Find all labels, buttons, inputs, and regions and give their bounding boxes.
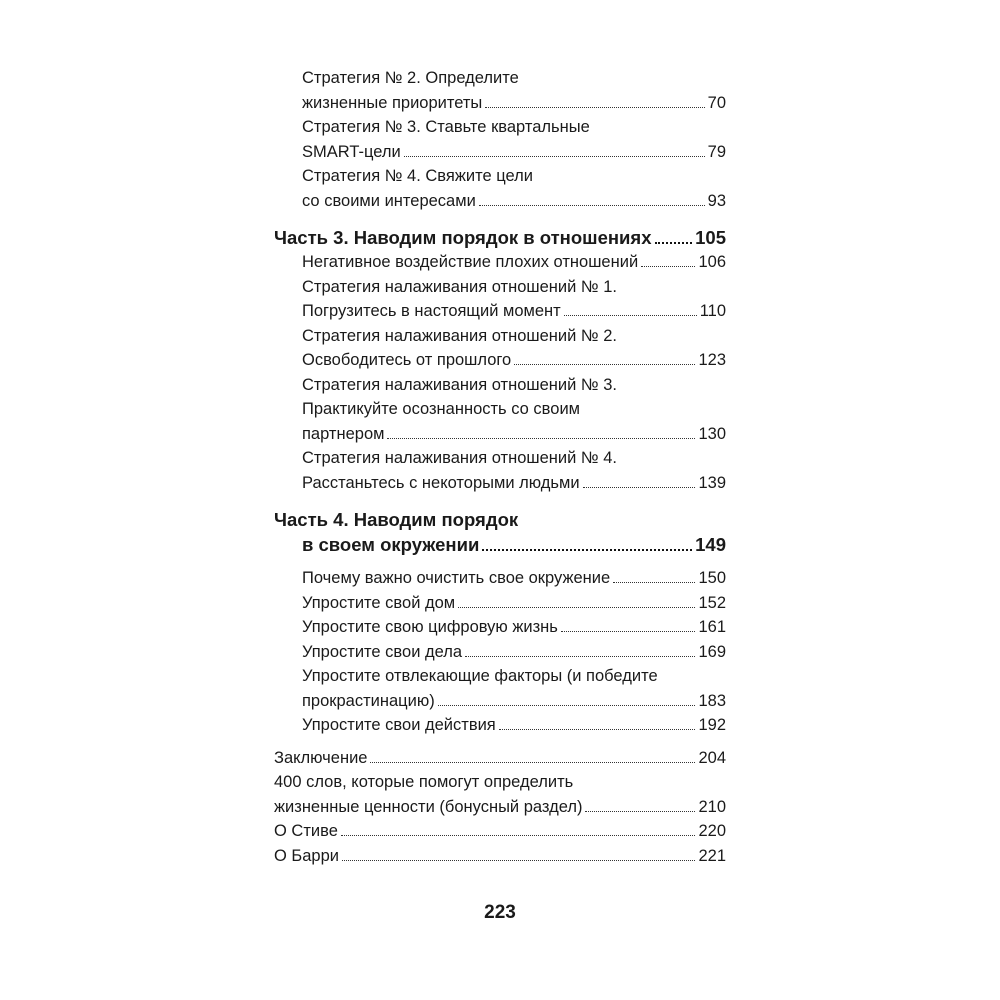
toc-part-4-title-line1: Часть 4. Наводим порядок [274,509,519,530]
toc-page-number: 161 [698,618,726,636]
dot-leader [404,156,705,157]
toc-entry-relationship-strategy-4-line1: Стратегия налаживания отношений № 4. [302,449,617,467]
toc-section-part2-tail [274,66,726,213]
dot-leader [438,705,696,706]
toc-section-part3 [274,250,726,495]
toc-page-number: 152 [698,593,726,612]
dot-leader [482,549,692,551]
toc-page-number: 150 [698,569,726,587]
toc-entry-relationship-strategy-4[interactable]: Расстаньтесь с некоторыми людьми 139 [274,471,726,496]
table-of-contents [274,66,726,868]
dot-leader [485,107,704,108]
toc-entry-400-words[interactable]: жизненные ценности (бонусный раздел) 210 [274,795,726,820]
toc-entry-relationship-strategy-1[interactable]: Погрузитесь в настоящий момент 110 [274,299,726,324]
toc-entry-negative-impact[interactable]: Негативное воздействие плохих отношений 106 [274,250,726,275]
toc-page-number: 105 [695,227,726,248]
toc-page-number: 139 [698,473,726,492]
toc-entry-strategy-4-line1: Стратегия № 4. Свяжите цели [302,167,533,185]
dot-leader [387,438,695,439]
toc-page-number: 169 [698,642,726,661]
toc-entry-strategy-4[interactable]: со своими интересами 93 [274,189,726,214]
toc-entry-relationship-strategy-3-line1: Стратегия налаживания отношений № 3. [302,375,617,394]
toc-entry-400-words-line1: 400 слов, которые помогут определить [274,773,574,791]
toc-page-number: 123 [698,351,726,369]
toc-entry-why-clean-environment[interactable]: Почему важно очистить свое окружение 150 [274,566,726,591]
toc-page-number: 221 [698,846,726,865]
dot-leader [479,205,705,206]
dot-leader [641,266,695,267]
dot-leader [583,487,696,488]
toc-entry-simplify-actions[interactable]: Упростите свои действия 192 [274,713,726,738]
dot-leader [465,656,695,657]
toc-entry-simplify-distractions-line1: Упростите отвлекающие факторы (и победите [302,667,658,685]
toc-entry-simplify-distractions[interactable]: прокрастинацию) 183 [274,689,726,714]
toc-entry-strategy-2-line1: Стратегия № 2. Определите [302,69,519,87]
toc-part-4-heading [274,507,726,557]
toc-section-part4 [274,566,726,738]
toc-entry-strategy-2[interactable]: жизненные приоритеты 70 [274,91,726,116]
toc-entry-relationship-strategy-3-line2: Практикуйте осознанность со своим [302,400,581,418]
toc-entry-simplify-digital-life[interactable]: Упростите свою цифровую жизнь 161 [274,615,726,640]
dot-leader [585,811,695,812]
toc-page-number: 79 [707,142,726,161]
toc-page-number: 130 [698,424,726,443]
toc-page-number: 220 [698,822,726,840]
dot-leader [613,582,695,583]
dot-leader [499,729,696,730]
toc-entry-relationship-strategy-2-line1: Стратегия налаживания отношений № 2. [302,326,617,345]
toc-entry-relationship-strategy-3[interactable]: партнером 130 [274,422,726,447]
toc-section-back-matter [274,746,726,869]
toc-part-3-title[interactable]: Часть 3. Наводим порядок в отношениях 105 [274,227,726,248]
toc-entry-strategy-3[interactable]: SMART-цели 79 [274,140,726,165]
dot-leader [458,607,695,608]
toc-page-number: 192 [698,716,726,734]
dot-leader [564,315,697,316]
toc-page-number: 93 [707,191,726,210]
toc-entry-about-barry[interactable]: О Барри 221 [274,844,726,869]
dot-leader [655,242,693,244]
dot-leader [561,631,696,632]
toc-page-number: 106 [698,253,726,271]
toc-entry-relationship-strategy-2[interactable]: Освободитесь от прошлого 123 [274,348,726,373]
dot-leader [370,762,695,763]
toc-page-number: 70 [707,93,726,112]
toc-page-number: 204 [698,748,726,767]
page-number: 223 [484,902,516,923]
dot-leader [341,835,696,836]
toc-entry-simplify-tasks[interactable]: Упростите свои дела 169 [274,640,726,665]
dot-leader [514,364,695,365]
dot-leader [342,860,695,861]
toc-page-number: 183 [698,691,726,710]
toc-entry-simplify-home[interactable]: Упростите свой дом 152 [274,591,726,616]
toc-entry-relationship-strategy-1-line1: Стратегия налаживания отношений № 1. [302,277,617,296]
toc-page-number: 149 [695,534,726,555]
toc-entry-conclusion[interactable]: Заключение 204 [274,746,726,771]
toc-entry-about-steve[interactable]: О Стиве 220 [274,819,726,844]
toc-page-number: 110 [699,302,726,320]
toc-part-3-heading [274,225,726,250]
toc-entry-strategy-3-line1: Стратегия № 3. Ставьте квартальные [302,118,590,136]
toc-part-4-title[interactable]: в своем окружении 149 [302,534,726,555]
toc-page-number: 210 [698,797,726,816]
